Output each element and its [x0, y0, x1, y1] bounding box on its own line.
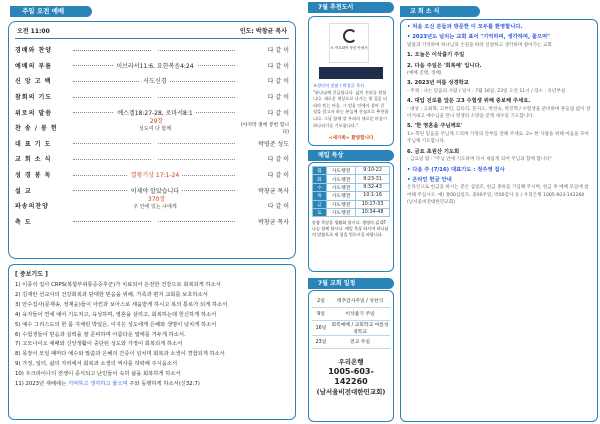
worship-row-person: 다 같 이 — [267, 203, 289, 211]
prayer-note: 3) 안수집사(문재송, 정재윤)들이 아킨과 보아스로 세움받게 하시고 복의 통로가 되게 하소서 — [15, 301, 228, 308]
prayer-note-highlight: 기억하고 생각하고 물으며 — [67, 381, 128, 388]
worship-row-person: 다 같 이 — [267, 156, 289, 164]
bible-day: 목 — [313, 192, 327, 200]
worship-row-label: 참회의 기도 — [15, 94, 53, 102]
schedule-date: 16일 — [312, 320, 330, 335]
prayer-note: 2) 김재란 선교사의 건강회복과 담대한 믿음을 위해, 가족과 편지 교회를 보호하소서 — [15, 291, 208, 298]
book-cover-title: 오 여호와여 당신 안에서 — [330, 46, 368, 50]
bible-row — [313, 200, 390, 208]
news-item-title: • 처음 오신 분들과 방문한 이 모두를 환영합니다. — [407, 24, 523, 30]
bible-table — [312, 166, 390, 217]
schedule-row — [312, 307, 390, 320]
worship-row-text: 29장 성도여 다 함께 — [73, 118, 237, 139]
worship-row — [15, 58, 289, 74]
schedule-box — [308, 290, 394, 422]
worship-rows — [15, 42, 289, 229]
worship-row — [15, 167, 289, 183]
bank-info — [312, 357, 390, 397]
worship-row-text: 예스겔18:27-28, 로마서8:1 — [114, 110, 195, 117]
worship-row — [15, 198, 289, 214]
prayer-note: 10) 우크라이나의 전쟁이 종식되고 난민들이 속히 삶을 회복하게 하소서 — [15, 371, 181, 378]
worship-row-text: 사도신경 — [140, 78, 169, 85]
news-item — [407, 34, 591, 49]
worship-order-box — [8, 21, 296, 259]
worship-row-label: 교 회 소 식 — [15, 156, 52, 164]
worship-row — [15, 42, 289, 58]
worship-row-person: 다 같 이 — [267, 172, 289, 180]
worship-row-label: 설 교 — [15, 187, 32, 195]
worship-row-text: 이브라서11:6, 요한복음4:24 — [113, 63, 196, 70]
worship-row — [15, 136, 289, 152]
worship-row — [15, 214, 289, 230]
worship-leader: 인도: 박창균 목사 — [239, 28, 287, 35]
schedule-date: 9일 — [312, 307, 330, 320]
news-item-body: - 주제 : 나는 믿음의 사람 / 일시 : 7월 16일, 23일 오전 11시 / 장소 : 유년부실 — [407, 88, 566, 94]
news-item — [407, 123, 591, 145]
divider — [15, 38, 289, 39]
bible-row — [313, 175, 390, 183]
news-item-title: 1. 오늘은 이삭줍기 주일 — [407, 52, 465, 59]
worship-row-text: 열왕기상 17:1-24 — [128, 172, 182, 179]
news-item — [407, 80, 591, 95]
schedule-tab: 7월 교회 일정 — [308, 278, 394, 289]
worship-row-text — [152, 46, 158, 53]
bible-note: 말씀 묵상을 생활화 합시다. 생명의 삶 QT 나눔 함께 합시다. 매일 묵상 하시며 하나님의 말씀으로 새 힘을 얻으시길 바랍니다. — [312, 220, 389, 238]
worship-row-text — [152, 155, 158, 162]
prayer-note: 7) 고모나이오 예배와 신앙생활이 중단된 성도와 가정이 회복되게 하소서 — [15, 341, 183, 348]
worship-time: 오전 11:00 — [17, 28, 50, 35]
schedule-event: 전교 주일 — [330, 335, 390, 348]
bible-row — [313, 192, 390, 200]
worship-row-person: 다 같 이 — [267, 109, 289, 117]
bible-book: 사도행전 — [327, 183, 356, 191]
news-tab: 교 회 소 식 — [400, 6, 480, 17]
book-description — [313, 83, 389, 129]
bible-book: 사도행전 — [327, 192, 356, 200]
news-item-body: 1> 복된 믿음을 주님께 드리며 가정의 안부를 전해 주세요. 2> 한 사람을 위해 마음을 모아 주님께 기도합니다. — [407, 131, 589, 145]
schedule-event: 이삭줍기 주일 — [330, 307, 390, 320]
worship-row-person: (아지막 절에 봉헌 합니다) — [240, 122, 289, 135]
worship-row-label: 성 경 봉 독 — [15, 172, 52, 180]
worship-row-label: 파송의찬양 — [15, 203, 49, 211]
news-item-body: 온라인으로 헌금을 하시는 분은 십일조, 헌금 종류를 기입해 주시며, 헌금 후 예배 모임에 참여해 주십시오. 예) 홍00십일조, 홍00주일, 박00감사 등 / 우리은행 1005-603-142260 (남서울비전대한민교회) — [407, 185, 589, 206]
bible-day: 금 — [313, 200, 327, 208]
schedule-event: 맥추감사주일 / 성찬식 — [330, 294, 390, 307]
worship-row-label: 예배의 부름 — [15, 62, 53, 70]
worship-row-label: 찬 송 / 봉 헌 — [15, 125, 58, 133]
bible-book: 사도행전 — [327, 208, 356, 216]
book-author-line: 조정민의 말씀 / 박창균 목사 — [313, 83, 365, 88]
worship-row-person: 다 같 이 — [267, 62, 289, 70]
prayer-note: 8) 목장이 모일 때마다 예수와 말씀과 은혜의 간증이 넘치며 회복과 소생이 경험되게 하소서 — [15, 351, 225, 358]
book-footer: <새가족> 환영합니다 — [328, 136, 374, 141]
worship-row-person: 박창균 목사 — [258, 218, 289, 226]
news-item-title: 5. '한 영혼을 주님께로' — [407, 123, 463, 130]
bible-day: 화 — [313, 175, 327, 183]
bible-book: 사도행전 — [327, 175, 356, 183]
bible-ref: 9:23-31 — [356, 175, 390, 183]
schedule-row — [312, 335, 390, 348]
worship-row-sub: 주 안에 있는 나에게 — [73, 203, 237, 210]
worship-row-sub: 성도여 다 함께 — [73, 125, 237, 132]
prayer-notes-box — [8, 264, 296, 420]
worship-row-label: 경배와 찬양 — [15, 47, 53, 55]
worship-row — [15, 151, 289, 167]
worship-row-person: 박영준 성도 — [258, 140, 289, 148]
news-item-title: • 온라인 헌금 안내 — [407, 176, 452, 183]
bank-account: 1005-603-142260 — [328, 366, 374, 386]
worship-header — [17, 26, 287, 36]
prayer-note: 11) 2023년 새해에는 기억하고 생각하고 물으며 주와 동행하게 하소서(신32:7) — [15, 381, 200, 388]
worship-row-text: 370장 주 안에 있는 나에게 — [73, 196, 237, 217]
book-cover-graphic — [343, 29, 357, 43]
prayer-notes-title: [ 중보기도 ] — [15, 271, 48, 278]
bible-day: 수 — [313, 183, 327, 191]
prayer-note: 1) 이종석 집사 CRPS(복합부위통증증후군)가 치료되어 온전한 건강으로 회복되게 하소서 — [15, 282, 221, 288]
worship-row-text — [152, 93, 158, 100]
prayer-note: 6) 수험생들이 믿음과 실력을 잘 준비하며 아름다운 열매를 거두게 하소서. — [15, 331, 186, 338]
bible-tab: 매일 묵상 — [308, 150, 394, 161]
prayer-notes-list — [15, 281, 289, 390]
bible-ref: 10:17-33 — [356, 200, 390, 208]
bible-ref: 9:32-43 — [356, 183, 390, 191]
news-item-title: • 2023년도 넘치는 교회 표어 "기억하며, 생각하며, 물으며" — [407, 34, 550, 41]
bible-box — [308, 162, 394, 272]
news-item — [407, 98, 591, 120]
prayer-note: 9) 가정, 일터, 삶의 자리에서 회복과 소생의 역사를 허락해 주시옵소서 — [15, 361, 178, 368]
worship-row-label: 위로의 말씀 — [15, 109, 53, 117]
news-item-body: 말씀과 기억하며 하나님의 손길을 따라 신앙하고 생각하며 살아가는 교회 — [407, 42, 552, 48]
news-item-title: 2. 다음 주일은 '회복예' 입니다. — [407, 62, 482, 69]
schedule-date: 23일 — [312, 335, 330, 348]
bible-row — [313, 208, 390, 216]
bible-book: 사도행전 — [327, 200, 356, 208]
news-item-title: 6. 금요 초원산 기도회 — [407, 148, 460, 155]
news-item-body: - 대상 : 고최혁, 고부민, 김유리, 문지오, 박연숙, 박진혁 / 수험생을 준비하며 흔들림 없이 잘 이겨내고 예수님을 만나 영생의 소망을 굳게 세우길 기도합니다. — [407, 106, 591, 120]
worship-banner: 주일 오전 예배 — [10, 6, 92, 17]
book-tab: 7월 추천도서 — [308, 2, 394, 13]
schedule-date: 2일 — [312, 294, 330, 307]
prayer-note: 4) 육자들이 연세 예어 기도처고, 육성하며, 영혼을 살리고, 회복하는데 헌신하게 하소서 — [15, 311, 217, 318]
worship-row-person: 박창균 목사 — [258, 187, 289, 195]
news-item — [407, 177, 591, 207]
right-column — [400, 2, 598, 422]
worship-row-person: 다 같 이 — [267, 78, 289, 86]
worship-row-label: 대 표 기 도 — [15, 140, 52, 148]
bible-row — [313, 167, 390, 175]
book-cover — [329, 23, 369, 63]
news-item-body: - 금요일 밤 : "주님 안에 기도하며 다시 새롭게 되어 주님과 함께 합니다" — [407, 157, 552, 163]
bank-holder: (남서울비전대한민교회) — [316, 387, 386, 396]
book-author-bar — [319, 67, 383, 79]
worship-row — [15, 89, 289, 105]
bible-day: 토 — [313, 208, 327, 216]
worship-row-person: 다 같 이 — [267, 94, 289, 102]
bible-book: 사도행전 — [327, 167, 356, 175]
news-item — [407, 149, 591, 164]
worship-row-label: 축 도 — [15, 218, 32, 226]
news-item — [407, 52, 591, 59]
book-box — [308, 16, 394, 146]
book-desc-text: "하나님께 갈급합니다. 삶의 진리를 원합니다. 새로운 세상으로 나가는 첫 걸음 되리라 믿는 마음. 그 믿음 안에서 살아 갈 힘을 얻고자 하는 분들께 진심으로 추천합니다. 그날 함께 할 우리의 새로운 마음이 하나되기를 기도합니다." — [313, 89, 389, 128]
news-item-title: 4. 대입 진로를 앞둔 고3 수험생 위해 중보해 주세요. — [407, 98, 531, 105]
news-item-title: 3. 2023년 여름 성경학교 — [407, 80, 469, 87]
left-column — [2, 2, 302, 422]
worship-row — [15, 73, 289, 89]
bible-ref: 9:10-22 — [356, 167, 390, 175]
schedule-event: 회복예배 / 교회학교 여름성경학교 — [330, 320, 390, 335]
bible-ref: 10:34-48 — [356, 208, 390, 216]
news-item — [407, 167, 591, 174]
news-box — [400, 19, 598, 422]
bank-name: 우리은행 — [338, 357, 364, 366]
worship-row-text — [152, 140, 158, 147]
news-item — [407, 63, 591, 78]
prayer-note: 5) 예수 그리스도의 한 몸 지체된 박일은, 이지은 성도에게 은혜와 생명이 넘치게 하소서 — [15, 321, 217, 328]
worship-row — [15, 120, 289, 136]
news-item-body: (예배 진행, 생배) — [407, 71, 442, 77]
bible-day: 월 — [313, 167, 327, 175]
news-item-title: • 다음 주 (7/16) 대표기도 : 정주영 집사 — [407, 166, 505, 173]
worship-row-person: 다 같 이 — [267, 47, 289, 55]
worship-row-text: 이제야 알았습니다 — [128, 188, 182, 195]
schedule-row — [312, 320, 390, 335]
schedule-row — [312, 294, 390, 307]
worship-row-label: 신 앙 고 백 — [15, 78, 52, 86]
bible-row — [313, 183, 390, 191]
news-item — [407, 24, 591, 31]
worship-row-text — [152, 218, 158, 225]
middle-column — [308, 2, 394, 422]
schedule-table — [312, 294, 390, 349]
bible-ref: 10:1-16 — [356, 192, 390, 200]
